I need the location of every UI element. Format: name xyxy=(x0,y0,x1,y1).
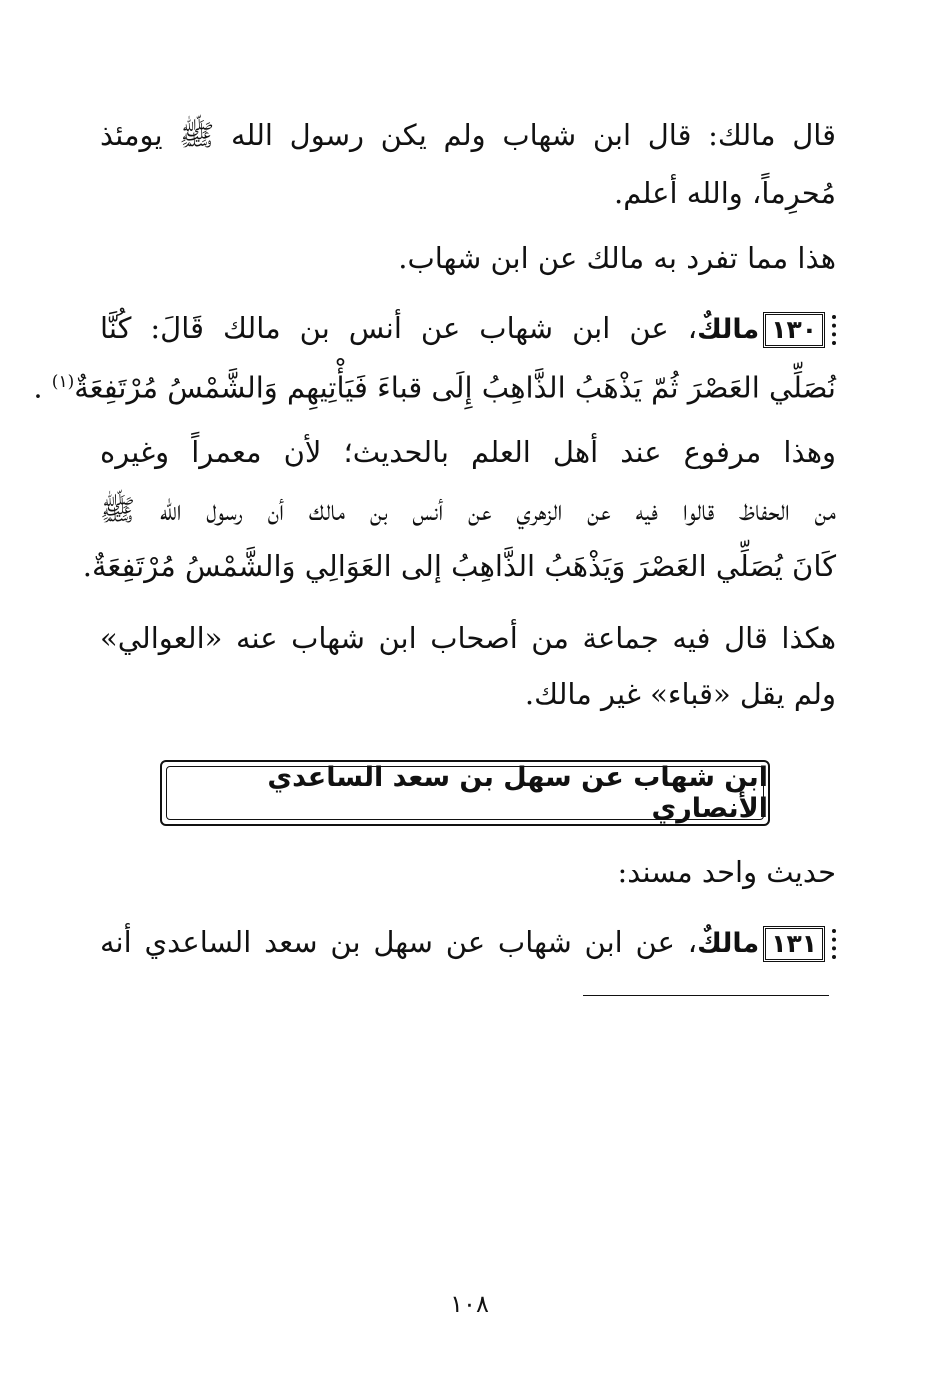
hadith-number: ١٣٠ xyxy=(763,312,825,348)
hadith-text: . xyxy=(33,370,52,405)
body-line: وهذا مرفوع عند أهل العلم بالحديث؛ لأن معمراً وغيره xyxy=(100,435,836,469)
hadith-marker-icon xyxy=(828,315,836,345)
body-line: حديث واحد مسند: xyxy=(617,855,836,889)
body-line: من الحفاظ قالوا فيه عن الزهري عن أنس بن مالك أن رسول الله ﷺ xyxy=(100,493,836,527)
hadith-text: ، عن ابن شهاب عن سهل بن سعد الساعدي أنه xyxy=(100,925,698,959)
body-line: ولم يقل «قباء» غير مالك. xyxy=(524,677,836,711)
body-line: كَانَ يُصَلِّي العَصْرَ وَيَذْهَبُ الذَّاهِبُ إلى العَوَالِي وَالشَّمْسُ مُرْتَفِعَةٌ. xyxy=(82,549,836,583)
narrator-name: مالكٌ xyxy=(697,314,760,345)
narrator-name: مالكٌ xyxy=(697,928,760,959)
footnote-separator xyxy=(583,995,829,996)
body-line: هذا مما تفرد به مالك عن ابن شهاب. xyxy=(398,241,836,275)
page-number: ١٠٨ xyxy=(450,1290,489,1318)
hadith-130-line xyxy=(100,308,836,350)
body-line: هكذا قال فيه جماعة من أصحاب ابن شهاب عنه «العوالي» xyxy=(100,621,836,655)
body-line: قال مالك: قال ابن شهاب ولم يكن رسول الله ﷺ يومئذ xyxy=(100,118,836,152)
section-heading: ابن شهاب عن سهل بن سعد الساعدي الأنصاري xyxy=(160,760,770,826)
hadith-text: نُصَلِّي العَصْرَ ثُمّ يَذْهَبُ الذَّاهِبُ إِلَى قباءَ فَيَأْتِيهِم وَالشَّمْسُ مُرْتَفِعَةٌ xyxy=(74,370,836,405)
body-line: مُحرِماً، والله أعلم. xyxy=(614,176,836,210)
hadith-131-line xyxy=(100,922,836,964)
hadith-marker-icon xyxy=(828,929,836,959)
hadith-number: ١٣١ xyxy=(763,926,825,962)
hadith-text: ، عن ابن شهاب عن أنس بن مالك قَالَ: كُنَّا xyxy=(100,311,698,345)
hadith-130-line xyxy=(33,362,836,408)
footnote-ref: (١) xyxy=(51,372,75,392)
